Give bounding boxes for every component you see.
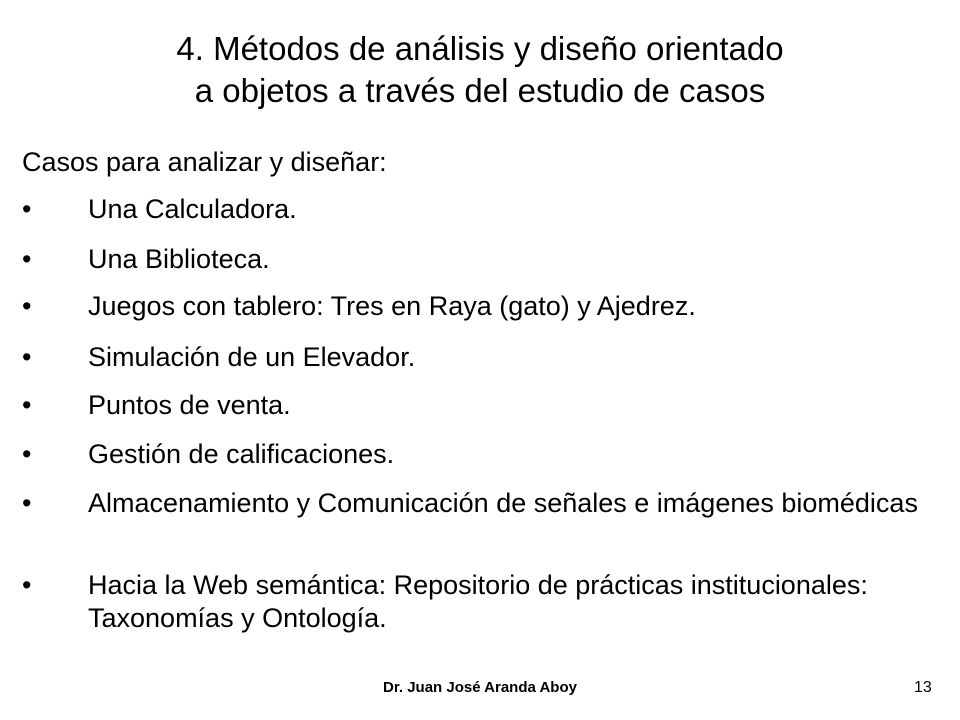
list-item — [22, 243, 942, 276]
list-item — [22, 438, 942, 471]
bullet-icon: • — [22, 291, 32, 321]
bullet-icon: • — [22, 488, 32, 518]
list-item-text: Juegos con tablero: Tres en Raya (gato) y Ajedrez. — [88, 291, 696, 321]
list-item-text: Una Biblioteca. — [88, 244, 270, 274]
bullet-icon: • — [22, 570, 32, 600]
list-item-text: Simulación de un Elevador. — [88, 342, 416, 372]
list-item — [22, 290, 942, 323]
bullet-icon: • — [22, 390, 32, 420]
bullet-icon: • — [22, 244, 32, 274]
bullet-icon: • — [22, 194, 32, 224]
list-item-text: Almacenamiento y Comunicación de señales e imágenes biomédicas — [88, 488, 918, 518]
list-item — [22, 389, 942, 422]
list-item-text: Puntos de venta. — [88, 390, 291, 420]
list-item-text: Hacia la Web semántica: Repositorio de prácticas institucionales: Taxonomías y Ontología. — [88, 570, 868, 633]
bullet-icon: • — [22, 342, 32, 372]
list-item — [22, 569, 942, 635]
footer-author: Dr. Juan José Aranda Aboy — [383, 679, 577, 696]
list-item-text: Gestión de calificaciones. — [88, 439, 395, 469]
list-item — [22, 193, 942, 226]
list-item — [22, 341, 942, 374]
bullet-icon: • — [22, 439, 32, 469]
intro-text: Casos para analizar y diseñar: — [22, 147, 387, 177]
list-item — [22, 487, 942, 520]
page-number: 13 — [914, 679, 932, 696]
list-item-text: Una Calculadora. — [88, 194, 297, 224]
title-line-2: a objetos a través del estudio de casos — [194, 72, 766, 109]
title-line-1: 4. Métodos de análisis y diseño orientado — [176, 30, 784, 67]
